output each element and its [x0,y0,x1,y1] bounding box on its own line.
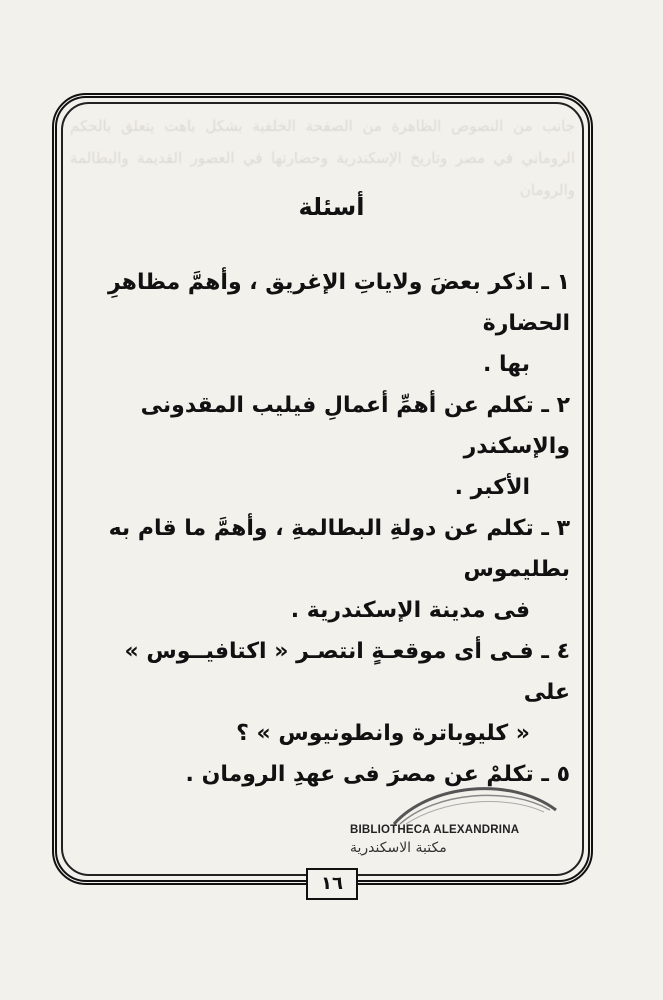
bibliotheca-alexandrina-logo [350,780,590,870]
question-text: ـ تكلمْ عن مصرَ فى عهدِ الرومان . [185,762,549,787]
page-number: ١٦ [306,868,358,900]
question-text: ـ فـى أى موقعـةٍ انتصـر « اكتافيــوس » على [124,639,570,705]
question-item [92,631,570,754]
question-continuation: فى مدينة الإسكندرية . [290,598,530,623]
question-text: ـ تكلم عن دولةِ البطالمةِ ، وأهمَّ ما قام به بطليموس [108,516,570,582]
question-text: ـ اذكر بعضَ ولاياتِ الإغريق ، وأهمَّ مظاهرِ الحضارة [108,270,570,336]
page-title: أسئلة [298,193,365,221]
question-text: ـ تكلم عن أهمِّ أعمالِ فيليب المقدونى والإسكندر [140,393,570,459]
logo-english-text: BIBLIOTHECA ALEXANDRINA [350,824,520,836]
logo-arc-icon [390,780,560,830]
question-number: ١ [556,270,570,295]
bleed-through-text: جانب من النصوص الظاهرة من الصفحة الخلفية بشكل باهت يتعلق بالحكم الروماني في مصر وتاريخ الإسكندرية وحضارتها في العصور القديمة والبطالمة والرومان [70,117,575,199]
question-item [92,508,570,631]
question-continuation: بها . [482,352,530,377]
questions-list [92,262,570,795]
question-number: ٢ [556,393,570,418]
question-continuation: « كليوباترة وانطونيوس » ؟ [236,721,530,746]
question-number: ٥ [556,762,570,787]
question-number: ٣ [556,516,570,541]
logo-arabic-text: مكتبة الاسكندرية [350,840,447,856]
question-item [92,262,570,385]
question-continuation: الأكبر . [454,475,530,500]
question-number: ٤ [556,639,570,664]
question-item [92,385,570,508]
